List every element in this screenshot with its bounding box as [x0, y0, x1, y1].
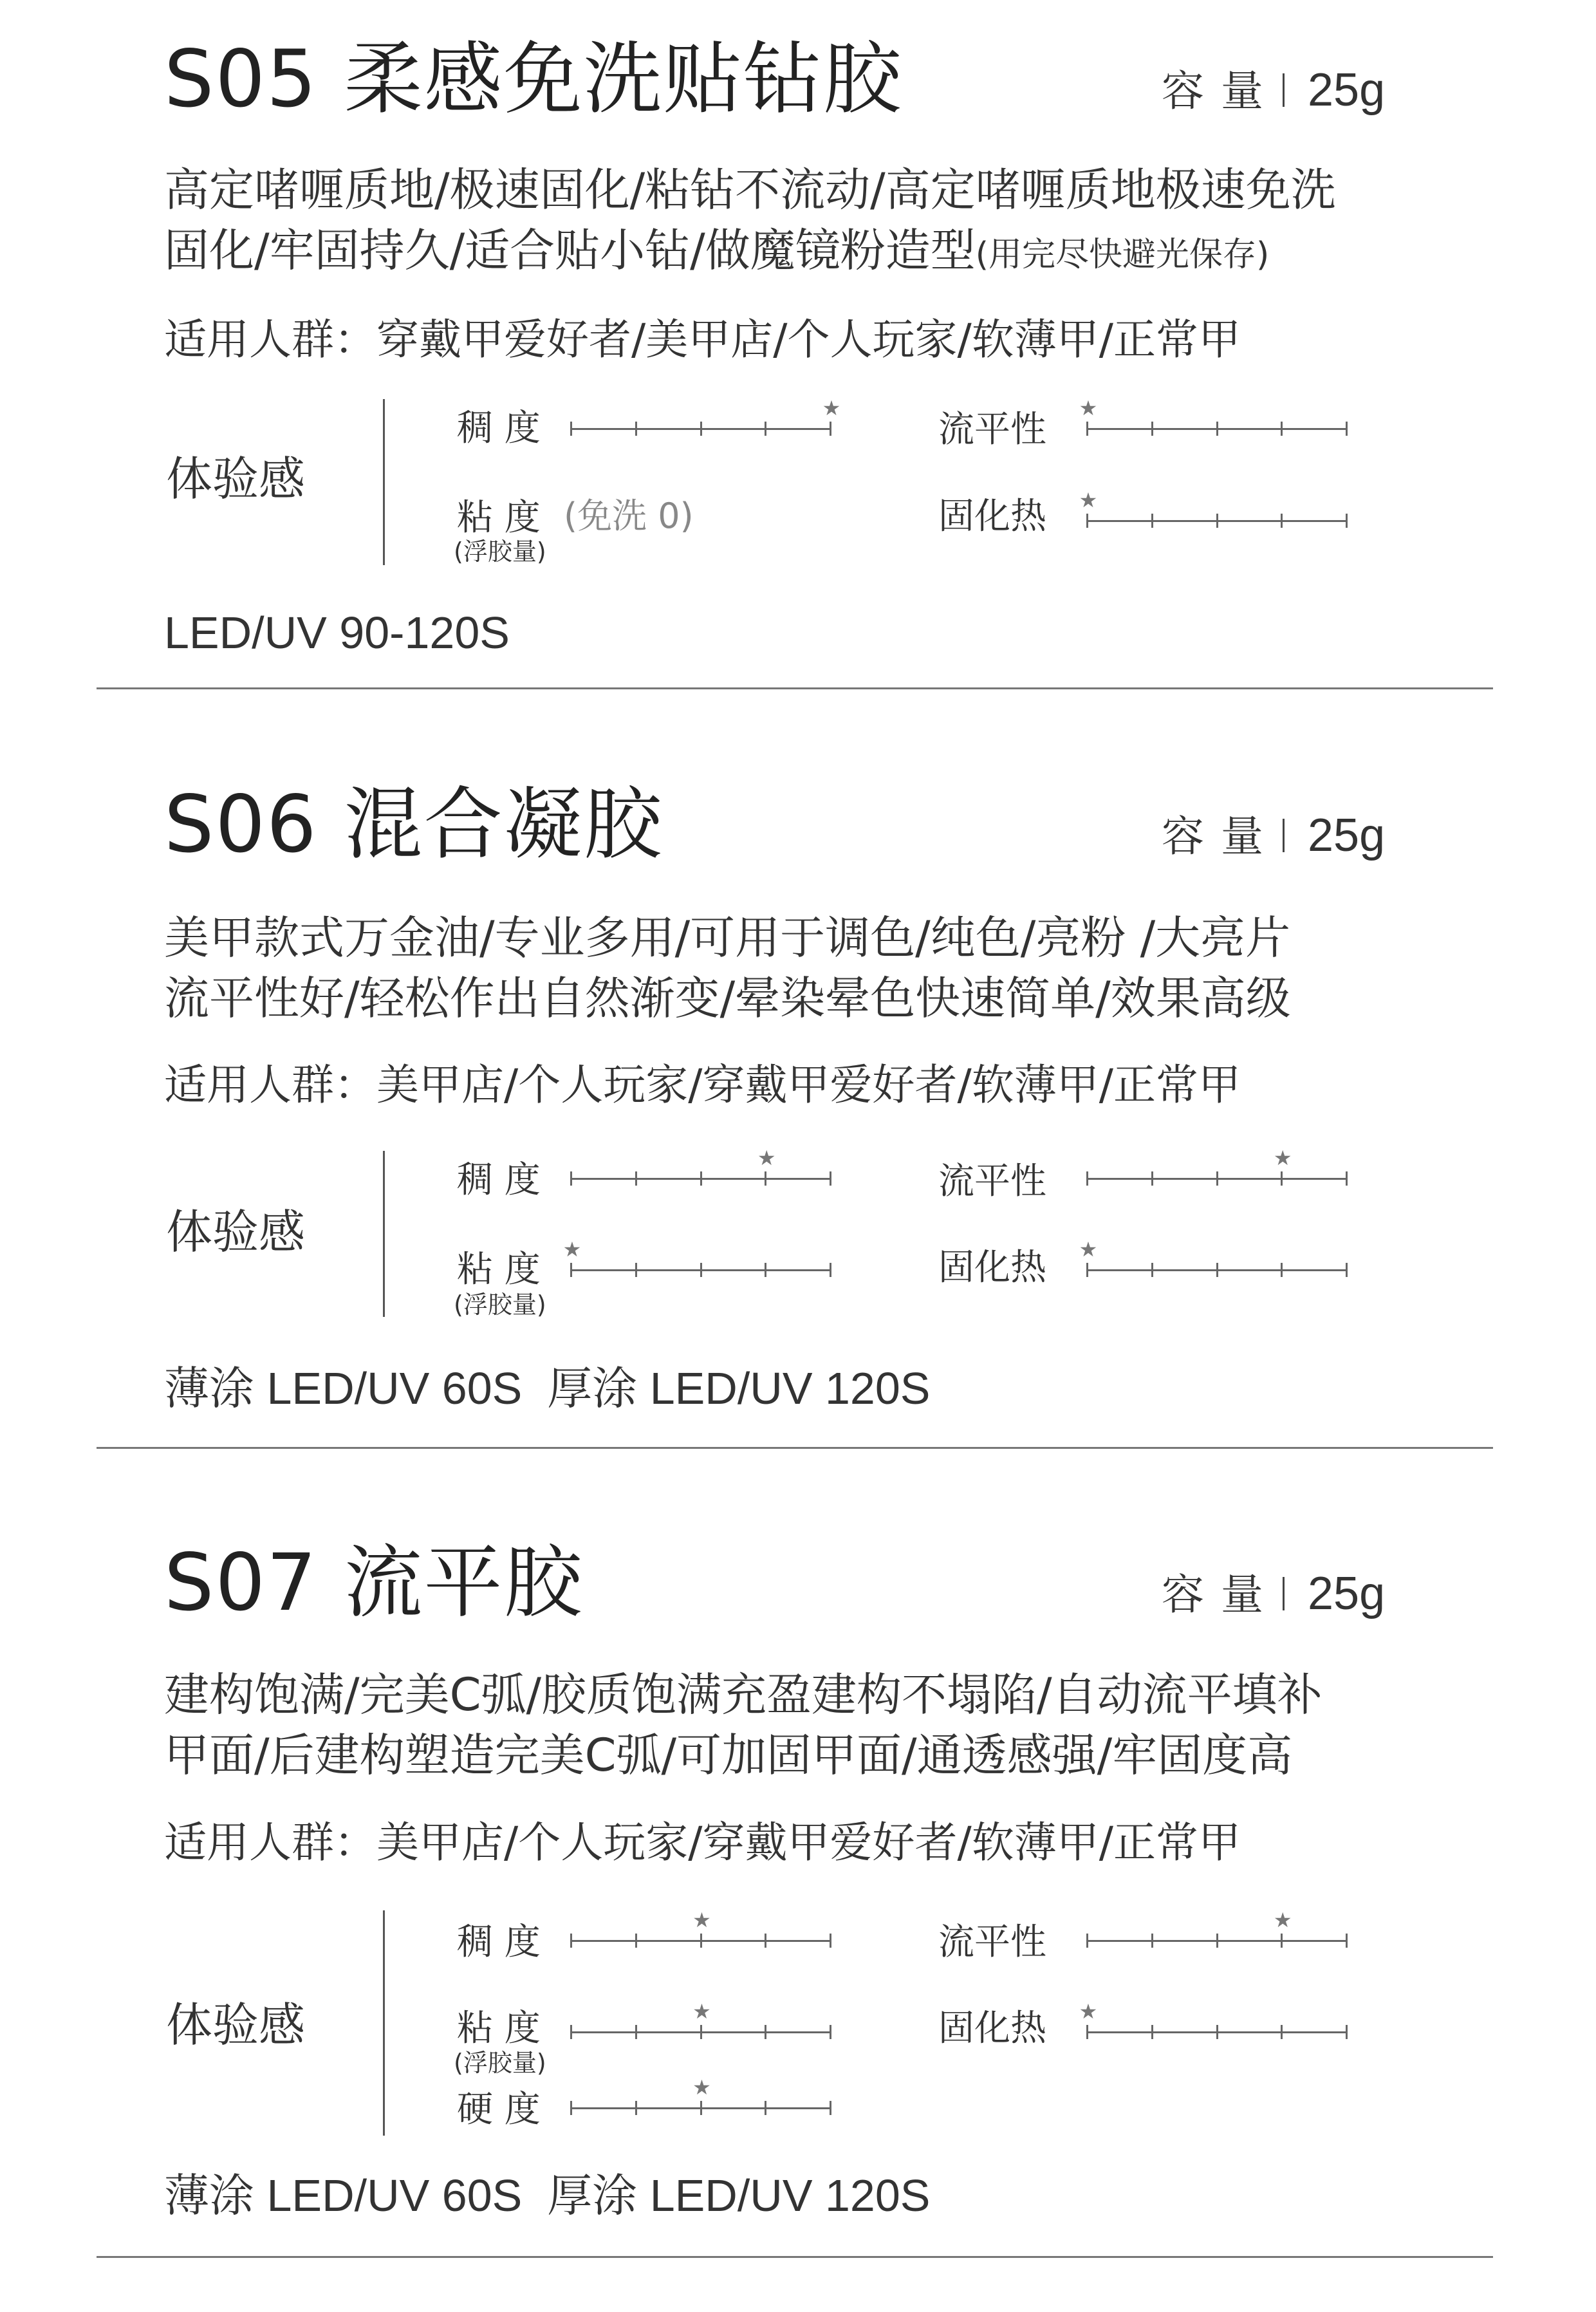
scale-tick — [1216, 2025, 1218, 2039]
cure-heat-scale — [1079, 1999, 1348, 2039]
product-title: S05 柔感免洗贴钻胶 — [164, 33, 903, 125]
experience-label: 体验感 — [166, 452, 306, 506]
scale-tick — [1281, 1171, 1283, 1186]
scale-tick — [1281, 2025, 1283, 2039]
capacity-separator — [1283, 73, 1285, 107]
description-line-2: 甲面/后建构塑造完美C弧/可加固甲面/通透感强/牢固度高 — [164, 1729, 1293, 1782]
product-description — [164, 160, 1336, 285]
description-line: 建构饱满/完美C弧/胶质饱满充盈建构不塌陷/自动流平填补 — [164, 1668, 1322, 1721]
scale-tick — [635, 2101, 637, 2115]
scale-tick — [1216, 422, 1218, 436]
scale-tick — [1346, 2025, 1348, 2039]
scale-tick — [1086, 2025, 1088, 2039]
description-note: (用完尽快避光保存) — [975, 236, 1270, 274]
description-line-2: 固化/牢固持久/适合贴小钻/做魔镜粉造型(用完尽快避光保存) — [164, 224, 1270, 277]
viscosity-scale — [562, 1237, 831, 1277]
rating-star-icon: ★ — [757, 1146, 776, 1170]
scale-tick — [635, 2025, 637, 2039]
scale-tick — [635, 1171, 637, 1186]
flow-scale — [1086, 1146, 1348, 1186]
scale-tick — [1151, 1171, 1153, 1186]
scale-tick — [830, 1171, 831, 1186]
scale-tick — [1086, 422, 1088, 436]
metric-flow-label: 流平性 — [938, 1921, 1046, 1963]
cure-thin-value: LED/UV 60S — [266, 1363, 523, 1413]
metric-hardness-label: 硬 度 — [457, 2089, 541, 2130]
scale-tick — [1281, 1934, 1283, 1948]
scale-tick — [570, 2025, 572, 2039]
scale-tick — [830, 2101, 831, 2115]
scale-tick — [1151, 1263, 1153, 1277]
scale-tick — [765, 2101, 766, 2115]
scale-tick — [570, 422, 572, 436]
capacity-separator — [1283, 1577, 1285, 1610]
scale-tick — [1216, 514, 1218, 528]
scale-tick — [1346, 514, 1348, 528]
thickness-scale — [570, 1908, 831, 1948]
rating-star-icon: ★ — [1079, 396, 1098, 420]
rating-star-icon: ★ — [692, 1999, 711, 2024]
flow-scale — [1079, 396, 1348, 436]
scale-tick — [700, 1263, 702, 1277]
product-title: S07 流平胶 — [164, 1537, 584, 1628]
scale-tick — [1281, 514, 1283, 528]
cure-thin-value: LED/UV 60S — [266, 2170, 523, 2221]
scale-tick — [1151, 422, 1153, 436]
product-description — [164, 1664, 1322, 1785]
cure-thick-value: LED/UV 120S — [649, 2170, 931, 2221]
scale-tick — [635, 422, 637, 436]
scale-tick — [700, 1934, 702, 1948]
capacity — [1162, 1568, 1386, 1619]
product-title: S06 混合凝胶 — [164, 779, 663, 870]
thickness-scale — [570, 1146, 831, 1186]
rating-star-icon: ★ — [692, 2075, 711, 2100]
metric-viscosity-label: 粘 度 — [457, 1249, 541, 1291]
metric-cure-heat-label: 固化热 — [938, 1247, 1046, 1289]
capacity-label: 容量 — [1162, 812, 1280, 861]
capacity-separator — [1283, 819, 1285, 852]
description-line: 美甲款式万金油/专业多用/可用于调色/纯色/亮粉 /大亮片 — [164, 911, 1291, 964]
scale-tick — [765, 1934, 766, 1948]
scale-tick — [1346, 1263, 1348, 1277]
capacity-label: 容量 — [1162, 1570, 1280, 1619]
scale-tick — [1086, 1934, 1088, 1948]
rating-star-icon: ★ — [1079, 488, 1098, 512]
scale-tick — [1216, 1171, 1218, 1186]
rating-star-icon: ★ — [692, 1908, 711, 1932]
cure-thick-label: 厚涂 — [547, 1362, 638, 1415]
capacity-value: 25g — [1308, 810, 1386, 861]
metric-cure-heat-label: 固化热 — [938, 496, 1046, 537]
scale-tick — [570, 2101, 572, 2115]
scale-tick — [570, 1171, 572, 1186]
rating-star-icon: ★ — [1079, 1999, 1098, 2024]
metric-flow-label: 流平性 — [938, 409, 1046, 451]
metric-flow-label: 流平性 — [938, 1161, 1046, 1202]
scale-tick — [765, 1171, 766, 1186]
experience-label: 体验感 — [166, 1205, 306, 1259]
scale-tick — [830, 2025, 831, 2039]
cure-thin-label: 薄涂 — [164, 2169, 254, 2222]
rating-star-icon: ★ — [562, 1237, 582, 1262]
scale-tick — [1281, 422, 1283, 436]
capacity-value: 25g — [1308, 64, 1386, 116]
cure-thick-value: LED/UV 120S — [649, 1363, 931, 1413]
scale-tick — [830, 1934, 831, 1948]
scale-tick — [700, 2101, 702, 2115]
description-line-2: 流平性好/轻松作出自然渐变/晕染晕色快速简单/效果高级 — [164, 972, 1291, 1025]
cure-heat-scale — [1079, 488, 1348, 528]
rating-star-icon: ★ — [1273, 1908, 1292, 1932]
audience: 适用人群：穿戴甲爱好者/美甲店/个人玩家/软薄甲/正常甲 — [164, 315, 1241, 364]
metric-viscosity-label: 粘 度 — [457, 497, 541, 539]
cure-time: LED/UV 90-120S — [164, 608, 510, 658]
flow-scale — [1086, 1908, 1348, 1948]
metric-thickness-label: 稠 度 — [457, 1159, 541, 1201]
scale-tick — [1216, 1934, 1218, 1948]
scale-tick — [700, 2025, 702, 2039]
scale-tick — [1086, 1171, 1088, 1186]
metric-viscosity-label: 粘 度 — [457, 2008, 541, 2049]
scale-tick — [1151, 2025, 1153, 2039]
capacity — [1162, 64, 1386, 116]
scale-tick — [1281, 1263, 1283, 1277]
metric-viscosity-extra: (免洗 0) — [564, 496, 694, 536]
scale-tick — [830, 422, 831, 436]
capacity-label: 容量 — [1162, 66, 1280, 116]
scale-tick — [1086, 1263, 1088, 1277]
scale-tick — [700, 422, 702, 436]
scale-tick — [1346, 1934, 1348, 1948]
metric-viscosity-sub: (浮胶量) — [454, 537, 546, 566]
capacity-value: 25g — [1308, 1568, 1386, 1619]
metric-cure-heat-label: 固化热 — [938, 2008, 1046, 2049]
metric-viscosity-sub: (浮胶量) — [454, 1291, 546, 1319]
cure-thin-label: 薄涂 — [164, 1362, 254, 1415]
scale-tick — [1151, 514, 1153, 528]
scale-tick — [765, 1263, 766, 1277]
scale-tick — [570, 1934, 572, 1948]
experience-label: 体验感 — [166, 1998, 306, 2052]
scale-tick — [1216, 1263, 1218, 1277]
scale-tick — [1086, 514, 1088, 528]
section-divider — [97, 687, 1493, 689]
cure-thick-label: 厚涂 — [547, 2169, 638, 2222]
audience: 适用人群：美甲店/个人玩家/穿戴甲爱好者/软薄甲/正常甲 — [164, 1060, 1241, 1110]
audience: 适用人群：美甲店/个人玩家/穿戴甲爱好者/软薄甲/正常甲 — [164, 1818, 1241, 1867]
capacity — [1162, 812, 1385, 859]
scale-tick — [700, 1171, 702, 1186]
scale-tick — [830, 1263, 831, 1277]
cure-time — [164, 1362, 931, 1415]
scale-tick — [1151, 1934, 1153, 1948]
cure-time — [164, 2169, 931, 2222]
section-divider — [97, 1447, 1493, 1449]
experience-divider — [383, 1910, 385, 2136]
thickness-scale — [570, 396, 841, 436]
hardness-scale — [570, 2075, 831, 2115]
cure-heat-scale — [1079, 1237, 1348, 1277]
rating-star-icon: ★ — [1079, 1237, 1098, 1262]
scale-tick — [765, 2025, 766, 2039]
experience-divider — [383, 1151, 385, 1317]
scale-tick — [635, 1263, 637, 1277]
scale-tick — [765, 422, 766, 436]
viscosity-scale — [570, 1999, 831, 2039]
scale-tick — [1346, 422, 1348, 436]
scale-tick — [1346, 1171, 1348, 1186]
rating-star-icon: ★ — [1273, 1146, 1292, 1170]
metric-thickness-label: 稠 度 — [457, 1921, 541, 1963]
description-line: 高定啫喱质地/极速固化/粘钻不流动/高定啫喱质地极速免洗 — [164, 163, 1336, 216]
metric-thickness-label: 稠 度 — [457, 407, 541, 449]
metric-viscosity-sub: (浮胶量) — [454, 2049, 546, 2077]
scale-tick — [635, 1934, 637, 1948]
product-description — [164, 908, 1291, 1029]
rating-star-icon: ★ — [822, 396, 841, 420]
section-divider — [97, 2256, 1493, 2258]
experience-divider — [383, 399, 385, 565]
scale-tick — [570, 1263, 572, 1277]
